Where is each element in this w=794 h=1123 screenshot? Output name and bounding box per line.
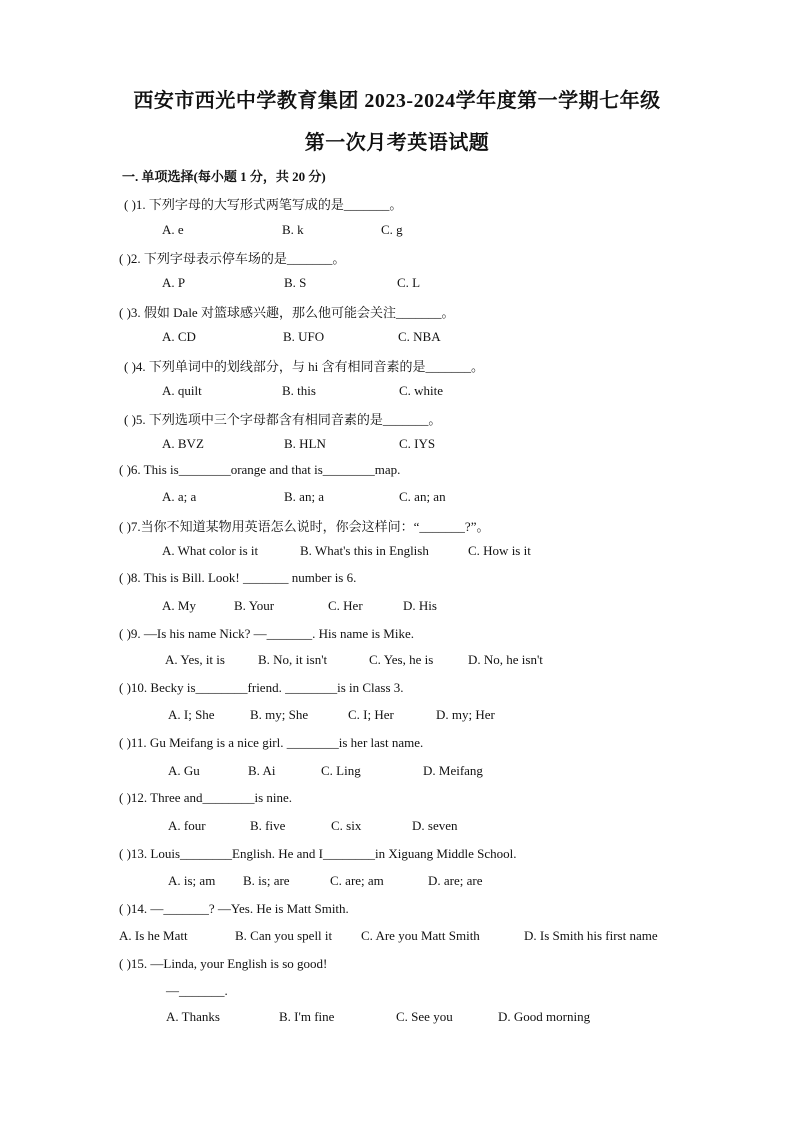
question-8-option-c: C. Her	[328, 598, 363, 613]
question-13-option-a: A. is; am	[168, 873, 216, 888]
question-2-stem: ( )2. 下列字母表示停车场的是_______。	[119, 251, 346, 266]
question-6-option-b: B. an; a	[284, 489, 325, 504]
question-13-option-b: B. is; are	[243, 873, 290, 888]
question-7-option-c: C. How is it	[468, 543, 531, 558]
question-13-option-d: D. are; are	[428, 873, 483, 888]
question-12-option-c: C. six	[331, 818, 362, 833]
question-1-option-b: B. k	[282, 222, 304, 237]
question-14-option-b: B. Can you spell it	[235, 928, 333, 943]
question-11-option-b: B. Ai	[248, 763, 276, 778]
question-6-option-c: C. an; an	[399, 489, 446, 504]
question-14-option-c: C. Are you Matt Smith	[361, 928, 480, 943]
question-15-reply: —_______.	[166, 983, 228, 998]
question-4-option-b: B. this	[282, 383, 316, 398]
exam-title: 西安市西光中学教育集团 2023-2024学年度第一学期七年级	[133, 90, 661, 112]
question-4-option-c: C. white	[399, 383, 444, 398]
question-5-option-c: C. IYS	[399, 436, 436, 451]
question-13-option-c: C. are; am	[330, 873, 384, 888]
question-8-option-b: B. Your	[234, 598, 275, 613]
question-15-stem: ( )15. —Linda, your English is so good!	[119, 956, 328, 971]
question-5-stem: ( )5. 下列选项中三个字母都含有相同音素的是_______。	[124, 412, 442, 427]
question-3-stem: ( )3. 假如 Dale 对篮球感兴趣，那么他可能会关注_______。	[119, 305, 455, 320]
question-11-option-c: C. Ling	[321, 763, 361, 778]
question-15-option-d: D. Good morning	[498, 1009, 591, 1024]
question-14-option-d: D. Is Smith his first name	[524, 928, 658, 943]
question-5-option-a: A. BVZ	[162, 436, 204, 451]
question-2-option-b: B. S	[284, 275, 307, 290]
question-15-option-a: A. Thanks	[166, 1009, 220, 1024]
question-10-stem: ( )10. Becky is________friend. ________is in Class 3.	[119, 680, 404, 695]
question-7-option-a: A. What color is it	[162, 543, 259, 558]
question-11-stem: ( )11. Gu Meifang is a nice girl. ________is her last name.	[119, 735, 424, 750]
question-14-option-a: A. Is he Matt	[119, 928, 188, 943]
question-8-option-a: A. My	[162, 598, 196, 613]
question-12-option-d: D. seven	[412, 818, 458, 833]
question-12-option-a: A. four	[168, 818, 206, 833]
question-14-stem: ( )14. —_______? —Yes. He is Matt Smith.	[119, 901, 349, 916]
question-6-stem: ( )6. This is________orange and that is________map.	[119, 462, 401, 477]
question-3-option-b: B. UFO	[283, 329, 325, 344]
section-heading: 一. 单项选择(每小题 1 分，共 20 分)	[122, 169, 326, 184]
question-3-option-a: A. CD	[162, 329, 196, 344]
question-12-stem: ( )12. Three and________is nine.	[119, 790, 293, 805]
question-2-option-c: C. L	[397, 275, 421, 290]
question-3-option-c: C. NBA	[398, 329, 441, 344]
question-5-option-b: B. HLN	[284, 436, 326, 451]
question-13-stem: ( )13. Louis________English. He and I________in Xiguang Middle School.	[119, 846, 517, 861]
question-15-option-b: B. I'm fine	[279, 1009, 335, 1024]
question-7-stem: ( )7.当你不知道某物用英语怎么说时，你会这样问：“_______?”。	[119, 519, 490, 534]
question-9-option-a: A. Yes, it is	[165, 652, 225, 667]
question-1-option-c: C. g	[381, 222, 403, 237]
question-11-option-a: A. Gu	[168, 763, 200, 778]
question-8-stem: ( )8. This is Bill. Look! _______ number is 6.	[119, 570, 357, 585]
question-10-option-a: A. I; She	[168, 707, 215, 722]
question-2-option-a: A. P	[162, 275, 186, 290]
question-10-option-c: C. I; Her	[348, 707, 394, 722]
question-10-option-d: D. my; Her	[436, 707, 495, 722]
question-10-option-b: B. my; She	[250, 707, 309, 722]
question-6-option-a: A. a; a	[162, 489, 197, 504]
question-7-option-b: B. What's this in English	[300, 543, 429, 558]
exam-subtitle: 第一次月考英语试题	[304, 132, 490, 154]
question-15-option-c: C. See you	[396, 1009, 453, 1024]
question-11-option-d: D. Meifang	[423, 763, 483, 778]
question-4-stem: ( )4. 下列单词中的划线部分，与 hi 含有相同音素的是_______。	[124, 359, 485, 374]
question-9-option-c: C. Yes, he is	[369, 652, 434, 667]
question-1-stem: ( )1. 下列字母的大写形式两笔写成的是_______。	[124, 197, 403, 212]
question-1-option-a: A. e	[162, 222, 184, 237]
question-9-option-b: B. No, it isn't	[258, 652, 328, 667]
question-8-option-d: D. His	[403, 598, 437, 613]
question-4-option-a: A. quilt	[162, 383, 202, 398]
question-12-option-b: B. five	[250, 818, 286, 833]
question-9-stem: ( )9. —Is his name Nick? —_______. His name is Mike.	[119, 626, 414, 641]
question-9-option-d: D. No, he isn't	[468, 652, 543, 667]
